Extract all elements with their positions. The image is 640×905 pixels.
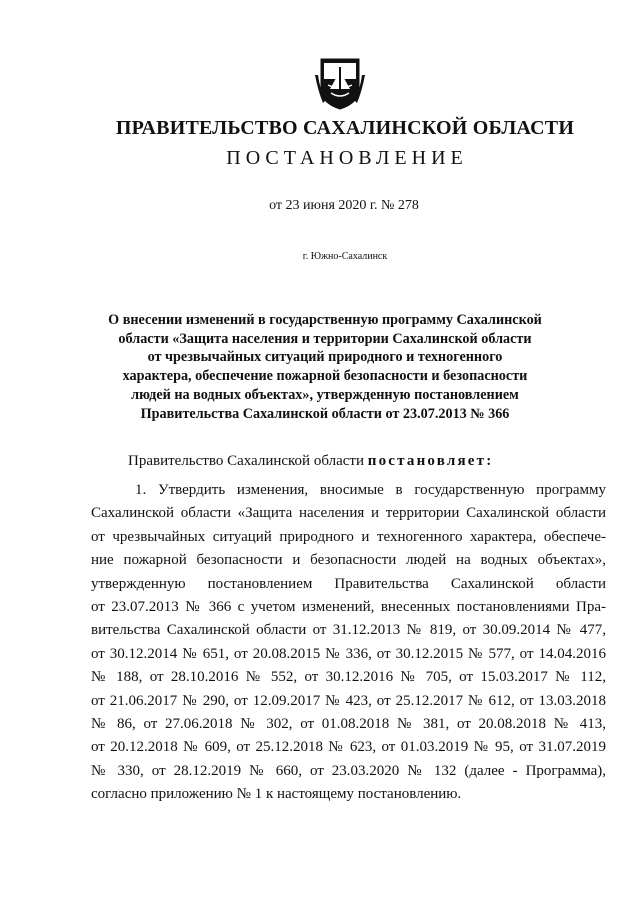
body-line: вительства Сахалинской области от 31.12.2013 № 819, от 30.09.2014 № 477, (91, 622, 606, 639)
body-line: от чрезвычайных ситуаций природного и техногенного характера, обеспече- (91, 528, 606, 545)
preamble-text: Правительство Сахалинской области (128, 453, 368, 469)
subject-line: О внесении изменений в государственную программу Сахалинской (108, 312, 542, 328)
date-and-number: от 23 июня 2020 г. № 278 (269, 198, 419, 213)
body-line: согласно приложению № 1 к настоящему постановлению. (91, 786, 462, 803)
subject-line: людей на водных объектах», утвержденную постановлением (131, 386, 519, 403)
body-line: от 20.12.2018 № 609, от 25.12.2018 № 623, от 01.03.2019 № 95, от 31.07.2019 (91, 739, 606, 756)
document-subject (60, 311, 590, 423)
preamble-resolves: постановляет: (367, 453, 494, 469)
body-line: от 21.06.2017 № 290, от 12.09.2017 № 423, от 25.12.2017 № 612, от 13.03.2018 (91, 692, 606, 709)
body-line: от 23.07.2013 № 366 с учетом изменений, внесенных постановлениями Пра- (91, 599, 606, 616)
body-line: ние пожарной безопасности и безопасности людей на водных объектах», (91, 552, 606, 569)
subject-line: Правительства Сахалинской области от 23.07.2013 № 366 (140, 405, 510, 422)
subject-line: от чрезвычайных ситуаций природного и техногенного (147, 349, 503, 366)
body-line: № 188, от 28.10.2016 № 552, от 30.12.2016 № 705, от 15.03.2017 № 112, (91, 669, 606, 686)
city-label: г. Южно-Сахалинск (302, 251, 388, 262)
document-type: ПОСТАНОВЛЕНИЕ (226, 147, 468, 169)
body-line: Сахалинской области «Защита населения и территории Сахалинской области (91, 505, 606, 522)
resolution-body (91, 479, 606, 807)
government-title: ПРАВИТЕЛЬСТВО САХАЛИНСКОЙ ОБЛАСТИ (115, 117, 575, 139)
sakhalin-coat-of-arms-icon (315, 55, 365, 111)
body-line: утвержденную постановлением Правительства Сахалинской области (91, 575, 606, 592)
body-line: 1. Утвердить изменения, вносимые в государственную программу (135, 482, 606, 498)
body-line: № 86, от 27.06.2018 № 302, от 01.08.2018 № 381, от 20.08.2018 № 413, (91, 716, 606, 733)
subject-line: характера, обеспечение пожарной безопасности и безопасности (122, 368, 528, 385)
body-line: № 330, от 28.12.2019 № 660, от 23.03.2020 № 132 (далее - Программа), (91, 762, 606, 779)
subject-line: области «Защита населения и территории Сахалинской области (118, 330, 532, 347)
body-line: от 30.12.2014 № 651, от 20.08.2015 № 336, от 30.12.2015 № 577, от 14.04.2016 (91, 645, 606, 662)
preamble (128, 453, 493, 470)
